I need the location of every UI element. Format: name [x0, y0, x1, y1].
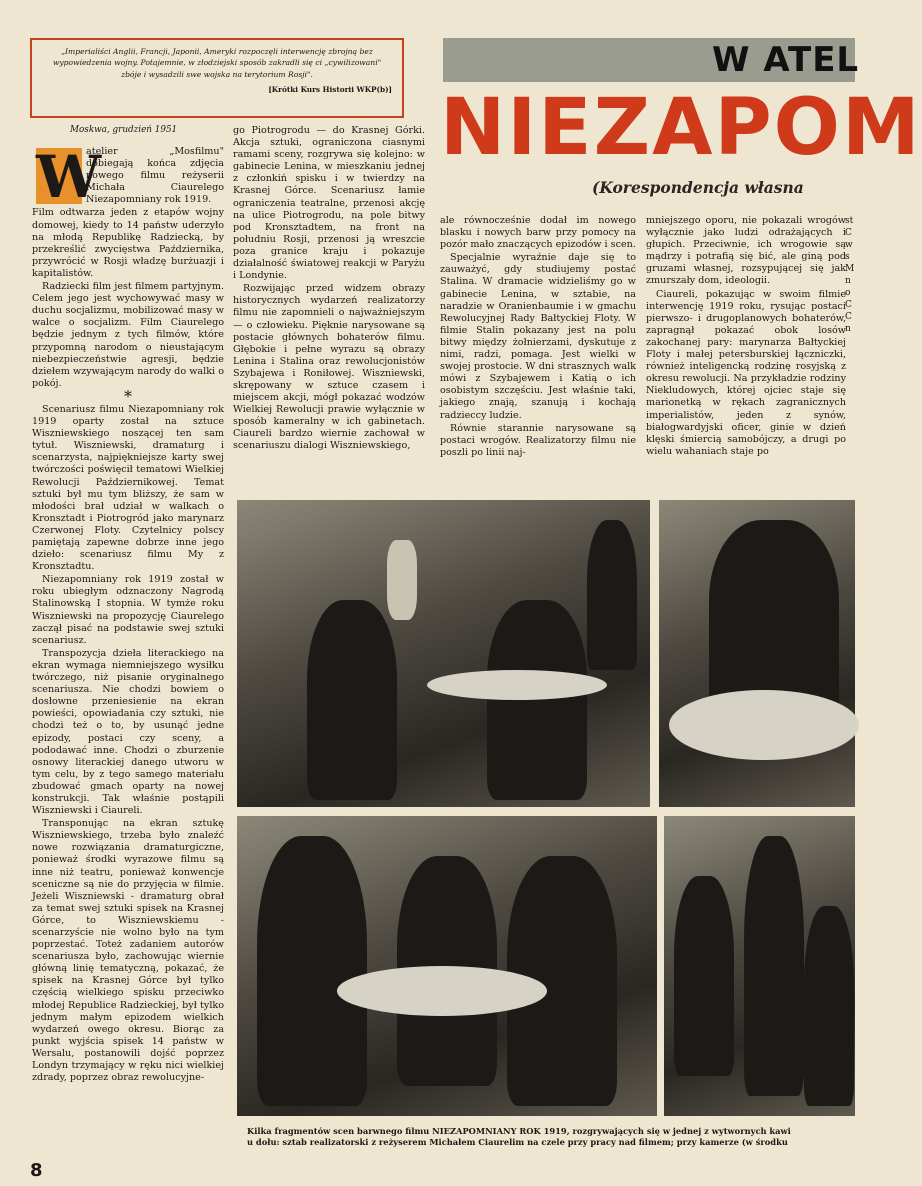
dateline: Moskwa, grudzień 1951 — [70, 125, 178, 135]
lead-paragraph: atelier „Mosfilmu" dobiegają końca zdjęcia nowego filmu reżyserii Michała Ciaurelego Niezapomniany rok 1919. — [86, 146, 224, 206]
drop-cap: W — [36, 143, 102, 211]
paragraph: Film odtwarza jeden z etapów wojny domowej, kiedy to 14 państw uderzyło na młodą Republikę Radziecką, by przekreślić zwycięstwa Października, przywrócić w Rosji władzę burżuazji i kapitalistów. — [32, 207, 224, 279]
paragraph: ale równocześnie dodał im nowego blasku i nowych barw przy pomocy na pozór mało znaczących epizodów i scen. — [440, 215, 636, 251]
paragraph: go Piotrogrodu — do Krasnej Górki. Akcja sztuki, ograniczona ciasnymi ramami sceny, rozgrywa się kolejno: w gabinecie Lenina, w mieszkaniu jednej z członkiń spisku i w twierdzy na Krasnej Górce. Scenariusz łamie ograniczenia teatralne, przenosi akcję na ulice Piotrogrodu, na pole bitwy pod Kronsztadtem, na front na południu Rosji, przenosi ją wreszcie poza granice kraju i pokazuje działalność światowej reakcji w Paryżu i Londynie. — [233, 125, 425, 282]
paragraph: Niezapomniany rok 1919 został w roku ubiegłym odznaczony Nagrodą Stalinowską I stopnia. W tymże roku Wiszniewski na propozycję Ciaurelego zaczął pisać na podstawie swej sztuki scenariusz. — [32, 574, 224, 646]
page-number: 8 — [30, 1160, 43, 1181]
header-kicker: W ATEL — [712, 40, 860, 80]
headline: NIEZAPOM — [440, 83, 922, 173]
film-still-cafe-table — [237, 500, 650, 807]
photo-caption — [247, 1126, 855, 1148]
paragraph: Specjalnie wyraźnie daje się to zauważyć, gdy studiujemy postać Stalina. W dramacie widzieliśmy go w gabinecie Lenina, w sztabie, na naradzie w Oranienbaumie i w gmachu Rewolucyjnej Rady Bałtyckiej Floty. W filmie Stalin pokazany jest na polu bitwy między żołnierzami, dyskutuje z nimi, radzi, pomaga. Jest wielki w swojej prostocie. W dni strasznych walk mówi z Szybajewem i Katią o ich osobistym szczęściu. Jest właśnie taki, jakiego znają, szanują i kochają radzieccy ludzie. — [440, 252, 636, 421]
paragraph: Radziecki film jest filmem partyjnym. Celem jego jest wychowywać masy w duchu socjalizmu, mobilizować masy w walce o socjalizm. Film Ciaurelego będzie jednym z tych filmów, które przypomną narodom o nieustającym niebezpieczeństwie agresji, będzie dziełem wzywającym narody do walki o pokój. — [32, 281, 224, 389]
quote-source: [Krótki Kurs Historii WKP(b)] — [268, 85, 392, 95]
column-1 — [32, 143, 224, 1085]
paragraph: mniejszego oporu, nie pokazali wrogów wyłącznie jako ludzi odrażających i głupich. Przeciwnie, ich wrogowie są mądrzy i potrafią się bić, ale giną pod gruzami własnej, rozsypującej się jak zmurszały dom, ideologii. — [646, 215, 846, 287]
paragraph: Ciaureli, pokazując w swoim filmie interwencję 1919 roku, rysując postaci pierwszo- i drugoplanowych bohaterów, zapragnął pokazać obok losów zakochanej pary: marynarza Bałtyckiej Floty i małej petersburskiej łączniczki, również inteligencką rodzinę rosyjską z okresu rewolucji. Na przykładzie rodziny Niekludowych, której ojciec staje się marionetką w rękach zagranicznych imperialistów, jeden z synów, białogwardyjski oficer, ginie w dzień klęski śmiercią samobójczy, a drugi po wielu wahaniach staje po — [646, 288, 846, 457]
column-3 — [440, 215, 636, 460]
subhead: (Korespondencja własna — [592, 178, 804, 197]
film-still-waiter-scene — [237, 816, 657, 1116]
paragraph: Transponując na ekran sztukę Wiszniewskiego, trzeba było znaleźć nowe rozwiązania dramaturgiczne, ponieważ środki wyrazowe filmu są inne niż teatru, ponieważ konwencje sceniczne są nie do przyjęcia w filmie. Jeżeli Wiszniewski - dramaturg obrał za temat swej sztuki spisek na Krasnej Górce, to Wiszniewskiemu - scenarzyście nie wolno było na tym poprzestać. Toteż zadaniem autorów scenariusza było, zachowując wiernie główną linię tematyczną, pokazać, że spisek na Krasnej Górce był tylko częścią wielkiego spisku przeciwko młodej Republice Radzieckiej, był tylko jednym małym epizodem wielkich wydarzeń owego okresu. Biorąc za punkt wyjścia spisek 14 państw w Wersalu, postanowili dojść poprzez Londyn trzymający w ręku nici wielkiej zdrady, poprzez obraz rewolucyjne- — [32, 818, 224, 1084]
paragraph: Transpozycja dzieła literackiego na ekran wymaga niemniejszego wysiłku twórczego, niż pisanie oryginalnego scenariusza. Nie chodzi bowiem o dosłowne przeniesienie na ekran powieści, opowiadania czy sztuki, nie chodzi też o to, by usunąć jedne epizody, postaci czy sceny, a pododawać inne. Chodzi o zburzenie osnowy literackiej danego utworu w tym celu, by z tego samego materiału zbudować gmach oparty na nowej konstrukcji. Tak właśnie postąpili Wiszniewski i Ciaureli. — [32, 647, 224, 817]
section-divider: * — [124, 386, 132, 406]
paragraph: Równie starannie narysowane są postaci wrogów. Realizatorzy filmu nie poszli po linii naj- — [440, 422, 636, 458]
film-still-crowd — [664, 816, 855, 1116]
caption-line: u dołu: sztab realizatorski z reżyserem Michałem Ciaurelim na czele przy pracy nad filmem; przy kamerze (w środku — [247, 1137, 788, 1147]
paragraph: Rozwijając przed widzem obrazy historycznych wydarzeń realizatorzy filmu nie zapomnieli o najważniejszym — o człowieku. Pięknie narysowane są postacie głównych bohaterów filmu. Głębokie i pełne wyrazu są obrazy Lenina i Stalina oraz rewolucjonistów Szybajewa i Roniłowej. Wiszniewski, skrępowany w sztuce czasem i miejscem akcji, mógł pokazać wodzów Wielkiej Rewolucji prawie wyłącznie w sposób kameralny w ich gabinetach. Ciaureli bardzo wiernie zachował w scenariuszu dialogi Wiszniewskiego, — [233, 283, 425, 452]
quote-box — [30, 38, 404, 118]
film-still-man-at-table — [659, 500, 855, 807]
quote-text: „Imperialiści Anglii, Francji, Japonii, Ameryki rozpoczęli interwencję zbrojną bez wypowiedzenia wojny. Potajemnie, w złodziejski sposób zakradli się ci „cywilizowani" zbóje i wysadzili swe wojska na terytorium Rosji". — [52, 47, 382, 79]
column-2 — [233, 125, 425, 454]
paragraph: Scenariusz filmu Niezapomniany rok 1919 oparty został na sztuce Wiszniewskiego noszącej ten sam tytuł. Wiszniewski, dramaturg i scenarzysta, najpiękniejsze karty swej twórczości poświęcił tematowi Wielkiej Rewolucji Październikowej. Temat sztuki był mu tym bliższy, że sam w młodości brał udział w walkach o Kronsztadt i Piotrogród jako marynarz Czerwonej Floty. Czytelnicy polscy pamiętają zapewne dobrze inne jego dzieło: scenariusz filmu My z Kronsztadtu. — [32, 403, 224, 573]
column-4 — [646, 215, 846, 459]
caption-line: Kilka fragmentów scen barwnego filmu NIEZAPOMNIANY ROK 1919, rozgrywających się w jednej z wytwornych kawi — [247, 1126, 791, 1136]
cut-off-column: st C w s M n o C C n — [845, 216, 855, 334]
